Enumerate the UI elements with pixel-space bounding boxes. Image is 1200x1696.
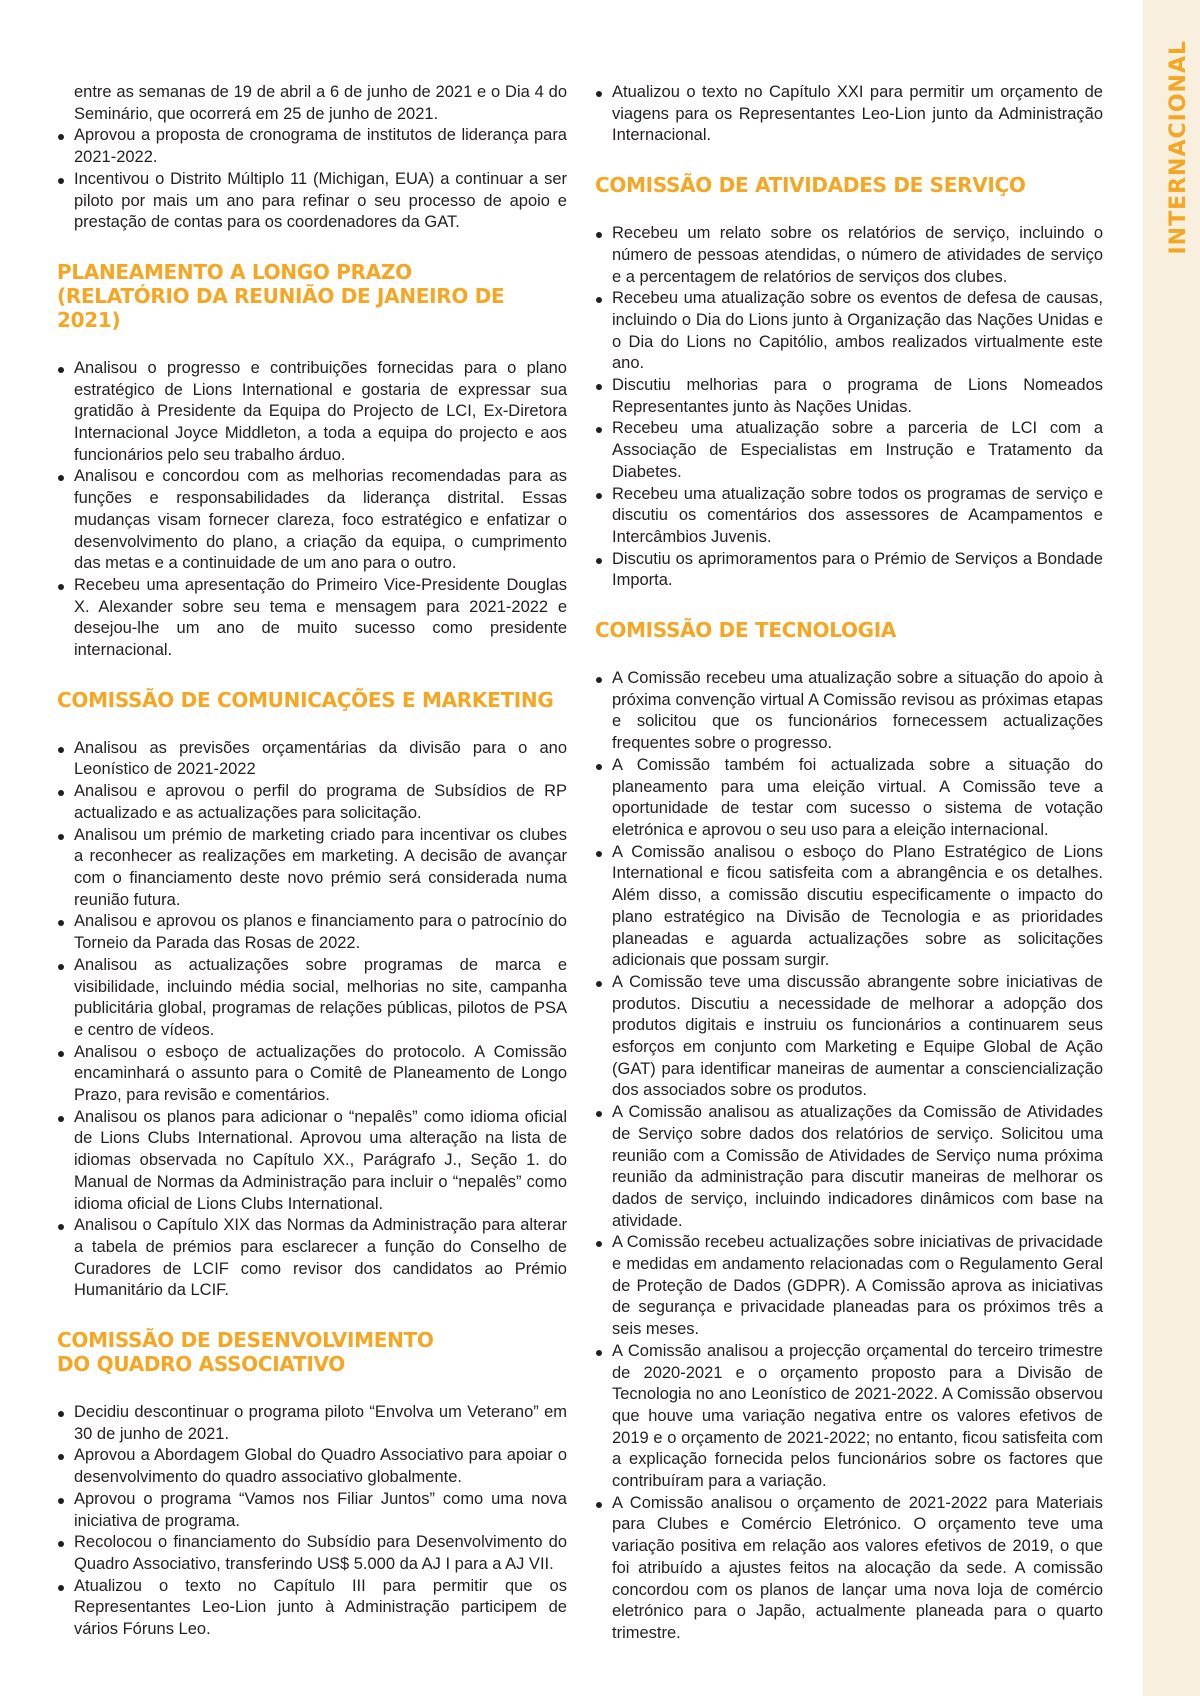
list-item: Analisou o Capítulo XIX das Normas da Administração para alterar a tabela de prémios para esclarecer a função do Conselho de Curadores de LCIF como revisor dos candidatos ao Prémio Humanitário da LCIF. — [57, 1215, 567, 1302]
side-band — [1143, 0, 1200, 1696]
list-item: Discutiu os aprimoramentos para o Prémio de Serviços a Bondade Importa. — [595, 549, 1103, 592]
list-item: Recebeu uma apresentação do Primeiro Vice-Presidente Douglas X. Alexander sobre seu tema e mensagem para 2021-2022 e desejou-lhe um ano de muito sucesso como presidente internacional. — [57, 575, 567, 662]
list-item: Recebeu uma atualização sobre os eventos de defesa de causas, incluindo o Dia do Lions junto à Organização das Nações Unidas e o Dia do Lions no Capitólio, ambos realizados virtualmente este ano. — [595, 288, 1103, 375]
list-item: A Comissão analisou a projecção orçamental do terceiro trimestre de 2020-2021 e o orçamento proposto para a Divisão de Tecnologia no ano Leonístico de 2021-2022. A Comissão observou que houve uma variação negativa entre os valores efetivos de 2019 e o orçamento de 2021-2022; no entanto, ficou satisfeita com a explicação fornecida pelos funcionários sobre os factores que contribuíram para a variação. — [595, 1341, 1103, 1493]
section-heading-technology: COMISSÃO DE TECNOLOGIA — [595, 618, 897, 643]
list-item: Analisou e concordou com as melhorias recomendadas para as funções e responsabilidades da liderança distrital. Essas mudanças visam fornecer clareza, foco estratégico e enfatizar o desenvolvimento do plano, a criação da equipa, o cumprimento das metas e a continuidade de um ano para o outro. — [57, 466, 567, 575]
list-item: Analisou o progresso e contribuições fornecidas para o plano estratégico de Lions International e gostaria de expressar sua gratidão à Presidente da Equipa do Projecto de LCI, Ex-Diretora Internacional Joyce Middleton, a toda a equipa do projecto e aos funcionários pelo seu trabalho árduo. — [57, 358, 567, 467]
list-item: A Comissão analisou o orçamento de 2021-2022 para Materiais para Clubes e Comércio Eletrónico. O orçamento teve uma variação positiva em relação aos valores efetivos de 2019, o que foi atribuído a ajustes feitos na alocação da sede. A comissão concordou com os planos de lançar uma nova loja de comércio eletrónico para o Japão, actualmente planeada para o quarto trimestre. — [595, 1493, 1103, 1645]
list-item: Aprovou a Abordagem Global do Quadro Associativo para apoiar o desenvolvimento do quadro associativo globalmente. — [57, 1445, 567, 1488]
list-item: Analisou e aprovou os planos e financiamento para o patrocínio do Torneio da Parada das Rosas de 2022. — [57, 911, 567, 954]
list-item: Atualizou o texto no Capítulo XXI para permitir um orçamento de viagens para os Representantes Leo-Lion junto da Administração Internacional. — [595, 82, 1103, 147]
left-column — [57, 82, 567, 1641]
list-item: Recebeu uma atualização sobre a parceria de LCI com a Associação de Especialistas em Instrução e Tratamento da Diabetes. — [595, 418, 1103, 483]
list-item: A Comissão teve uma discussão abrangente sobre iniciativas de produtos. Discutiu a necessidade de melhorar a adopção dos produtos digitais e instruiu os funcionários a continuarem seus esforços em conjunto com Marketing e Equipe Global de Ação (GAT) para identificar maneiras de aumentar a consciencialização dos associados sobre os produtos. — [595, 972, 1103, 1102]
section-heading-communications: COMISSÃO DE COMUNICAÇÕES E MARKETING — [57, 687, 554, 712]
list-item: Analisou o esboço de actualizações do protocolo. A Comissão encaminhará o assunto para o Comitê de Planeamento de Longo Prazo, para revisão e comentários. — [57, 1042, 567, 1107]
list-item: Aprovou o programa “Vamos nos Filiar Juntos” como uma nova iniciativa de programa. — [57, 1489, 567, 1532]
service-list — [595, 223, 1103, 592]
list-item: A Comissão também foi actualizada sobre a situação do planeamento para uma eleição virtual. A Comissão teve a oportunidade de testar com sucesso o sistema de votação eletrónica e aprovou o seu uso para a eleição internacional. — [595, 755, 1103, 842]
list-item: Incentivou o Distrito Múltiplo 11 (Michigan, EUA) a continuar a ser piloto por mais um ano para refinar o seu processo de apoio e prestação de contas para os coordenadores da GAT. — [57, 169, 567, 234]
membership-list — [57, 1402, 567, 1641]
list-item: Analisou os planos para adicionar o “nepalês” como idioma oficial de Lions Clubs International. Aprovou uma alteração na lista de idiomas observada no Capítulo XX., Parágrafo J., Seção 1. do Manual de Normas da Administração para incluir o “nepalês” como idioma oficial de Lions Clubs International. — [57, 1107, 567, 1216]
intro-bullet-list — [57, 125, 567, 234]
list-item: Discutiu melhorias para o programa de Lions Nomeados Representantes junto às Nações Unidas. — [595, 375, 1103, 418]
list-item: Analisou um prémio de marketing criado para incentivar os clubes a reconhecer as realizações em marketing. A decisão de avançar com o financiamento deste novo prémio será considerada numa reunião futura. — [57, 825, 567, 912]
planning-list — [57, 358, 567, 662]
list-item: A Comissão recebeu uma atualização sobre a situação do apoio à próxima convenção virtual A Comissão revisou as próximas etapas e solicitou que os funcionários fornecessem actualizações frequentes sobre o progresso. — [595, 668, 1103, 755]
list-item: Recebeu um relato sobre os relatórios de serviço, incluindo o número de pessoas atendidas, o número de atividades de serviço e a percentagem de relatórios de serviços dos clubes. — [595, 223, 1103, 288]
section-heading-membership — [57, 1328, 567, 1376]
technology-list — [595, 668, 1103, 1645]
list-item: Analisou e aprovou o perfil do programa de Subsídios de RP actualizado e as actualizações para solicitação. — [57, 781, 567, 824]
heading-line: DO QUADRO ASSOCIATIVO — [57, 1352, 345, 1377]
list-item: Recolocou o financiamento do Subsídio para Desenvolvimento do Quadro Associativo, transferindo US$ 5.000 da AJ I para a AJ VII. — [57, 1532, 567, 1575]
list-item: Analisou as previsões orçamentárias da divisão para o ano Leonístico de 2021-2022 — [57, 738, 567, 781]
heading-line: (RELATÓRIO DA REUNIÃO DE JANEIRO DE 2021) — [57, 283, 505, 332]
heading-line: COMISSÃO DE DESENVOLVIMENTO — [57, 1328, 434, 1353]
section-heading-service: COMISSÃO DE ATIVIDADES DE SERVIÇO — [595, 173, 1026, 198]
list-item: Decidiu descontinuar o programa piloto “Envolva um Veterano” em 30 de junho de 2021. — [57, 1402, 567, 1445]
right-column — [595, 82, 1103, 1645]
list-item: Recebeu uma atualização sobre todos os programas de serviço e discutiu os comentários dos assessores de Acampamentos e Intercâmbios Juvenis. — [595, 484, 1103, 549]
list-item: A Comissão analisou o esboço do Plano Estratégico de Lions International e ficou satisfeita com a abrangência e os detalhes. Além disso, a comissão discutiu especificamente o impacto do plano estratégico na Divisão de Tecnologia e as prioridades planeadas e aguarda actualizações sobre as solicitações adicionais que possam surgir. — [595, 842, 1103, 972]
list-item: A Comissão recebeu actualizações sobre iniciativas de privacidade e medidas em andamento relacionadas com o Regulamento Geral de Proteção de Dados (GDPR). A Comissão aprova as iniciativas de segurança e privacidade planeadas para os próximos três a seis meses. — [595, 1232, 1103, 1341]
section-heading-planning — [57, 260, 567, 332]
list-item: A Comissão analisou as atualizações da Comissão de Atividades de Serviço sobre dados dos relatórios de serviço. Solicitou uma reunião com a Comissão de Atividades de Serviço numa próxima reunião da administração para discutir maneiras de melhorar os dados de serviço, incluindo indicadores dinâmicos com base na atividade. — [595, 1102, 1103, 1232]
heading-line: PLANEAMENTO A LONGO PRAZO — [57, 259, 412, 284]
communications-list — [57, 738, 567, 1302]
right-intro-list — [595, 82, 1103, 147]
section-label: INTERNACIONAL — [1166, 40, 1191, 255]
list-item: Atualizou o texto no Capítulo III para permitir que os Representantes Leo-Lion junto à Administração participem de vários Fóruns Leo. — [57, 1576, 567, 1641]
intro-paragraph: entre as semanas de 19 de abril a 6 de junho de 2021 e o Dia 4 do Seminário, que ocorrerá em 25 de junho de 2021. — [74, 83, 567, 123]
list-item: Aprovou a proposta de cronograma de institutos de liderança para 2021-2022. — [57, 125, 567, 168]
list-item: Analisou as actualizações sobre programas de marca e visibilidade, incluindo média social, melhorias no site, campanha publicitária global, programas de relações públicas, pilotos de PSA e centro de vídeos. — [57, 955, 567, 1042]
